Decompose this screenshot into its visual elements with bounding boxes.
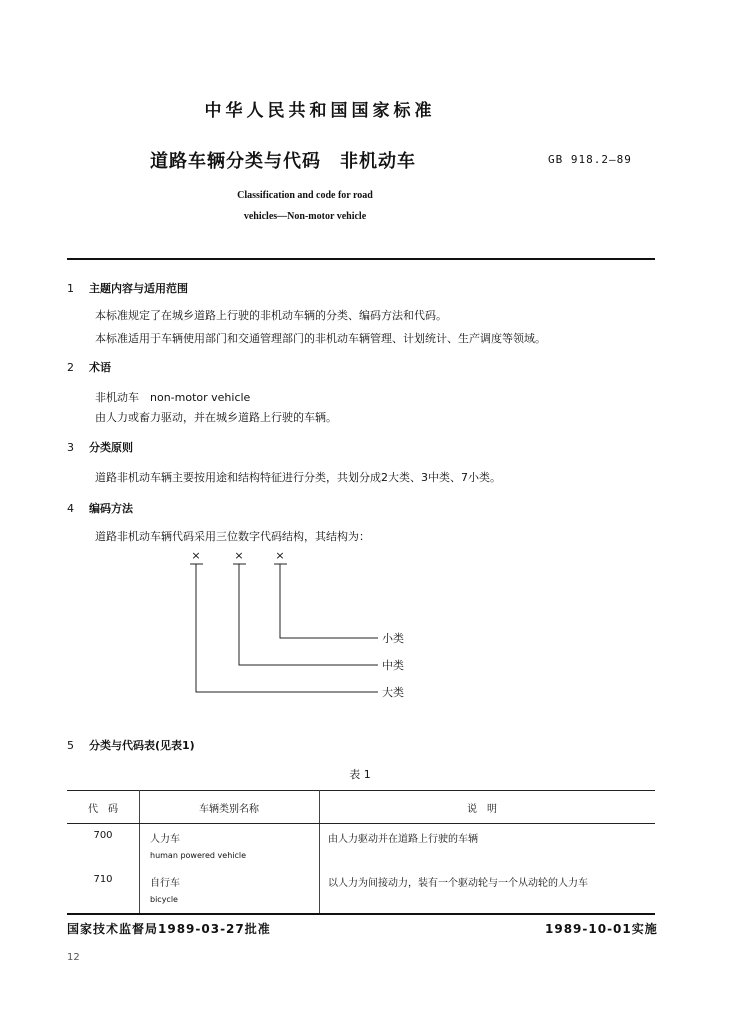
section-2-heading: [67, 359, 111, 375]
section-number: 3: [67, 441, 74, 454]
section-number: 2: [67, 361, 74, 374]
digit-placeholder-3: ×: [275, 549, 285, 562]
section-title: 主题内容与适用范围: [89, 282, 188, 295]
section-title: 术语: [89, 361, 111, 374]
row-name-en: human powered vehicle: [150, 851, 247, 860]
label-small-class: 小类: [382, 632, 404, 645]
row-name: [140, 824, 320, 868]
table-header-row: [67, 791, 655, 824]
page-number: 12: [67, 952, 80, 963]
row-description: 以人力为间接动力，装有一个驱动轮与一个从动轮的人力车: [328, 877, 588, 889]
section-1-paragraph-1: 本标准规定了在城乡道路上行驶的非机动车辆的分类、编码方法和代码。: [95, 309, 447, 322]
digit-placeholder-1: ×: [191, 549, 201, 562]
section-title: 分类原则: [89, 441, 133, 454]
term-entry: 非机动车 non-motor vehicle: [95, 391, 251, 404]
section-1-paragraph-2: 本标准适用于车辆使用部门和交通管理部门的非机动车辆管理、计划统计、生产调度等领域。: [95, 332, 546, 345]
row-description: 由人力驱动并在道路上行驶的车辆: [328, 834, 478, 845]
table-caption: 表 1: [349, 768, 371, 781]
connector-small-class: [280, 564, 378, 638]
section-3-heading: [67, 439, 133, 455]
section-number: 5: [67, 739, 74, 752]
row-name-cn: 人力车: [150, 834, 180, 845]
term-definition: 由人力或畜力驱动，并在城乡道路上行驶的车辆。: [95, 411, 337, 424]
document-title: 道路车辆分类与代码 非机动车: [150, 151, 416, 172]
footer-divider: [67, 913, 655, 915]
section-4-heading: [67, 500, 133, 516]
row-code: 710: [67, 868, 140, 914]
english-title-line1: Classification and code for road: [237, 190, 373, 201]
header-code: 代 码: [67, 791, 140, 824]
classification-table: [67, 790, 655, 914]
english-title-line2: vehicles—Non-motor vehicle: [243, 211, 367, 222]
section-4-paragraph: 道路非机动车辆代码采用三位数字代码结构，其结构为：: [95, 530, 370, 543]
digit-placeholder-2: ×: [234, 549, 244, 562]
code-structure-diagram: [190, 546, 430, 706]
section-number: 1: [67, 282, 74, 295]
table-row: [67, 824, 655, 868]
row-code: 700: [67, 824, 140, 868]
section-title: 编码方法: [89, 502, 133, 515]
row-name: [140, 868, 320, 914]
approval-date: 国家技术监督局1989-03-27批准: [67, 922, 271, 936]
section-5-heading: [67, 737, 195, 753]
standard-code: GB 918.2—89: [548, 153, 632, 166]
row-name-cn: 自行车: [150, 877, 180, 889]
header-divider: [67, 258, 655, 260]
standard-title: 中华人民共和国国家标准: [204, 101, 436, 121]
section-3-paragraph: 道路非机动车辆主要按用途和结构特征进行分类，共划分成2大类、3中类、7小类。: [95, 471, 501, 484]
table-row: [67, 868, 655, 914]
section-1-heading: [67, 280, 188, 296]
section-title: 分类与代码表(见表1): [89, 739, 195, 752]
connector-large-class: [196, 564, 378, 692]
section-number: 4: [67, 502, 74, 515]
implementation-date: 1989-10-01实施: [545, 922, 658, 936]
row-name-en: bicycle: [150, 894, 178, 904]
connector-medium-class: [239, 564, 378, 665]
label-medium-class: 中类: [382, 659, 404, 672]
label-large-class: 大类: [382, 686, 404, 699]
header-description: 说明: [320, 791, 656, 824]
header-name: 车辆类别名称: [140, 791, 320, 824]
